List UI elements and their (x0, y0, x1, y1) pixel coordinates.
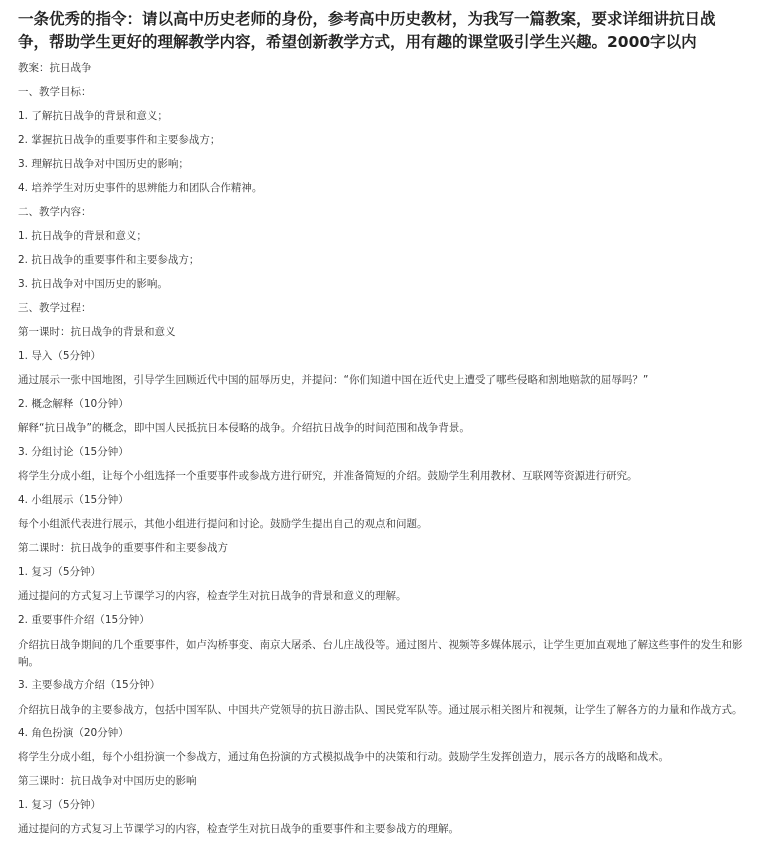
step-description: 将学生分成小组，每个小组扮演一个参战方，通过角色扮演的方式模拟战争中的决策和行动。鼓励学生发挥创造力，展示各方的战略和战术。 (18, 751, 669, 763)
step-description: 通过提问的方式复习上节课学习的内容，检查学生对抗日战争的重要事件和主要参战方的理解。 (18, 823, 459, 835)
section-heading-objectives: 一、教学目标： (18, 86, 92, 98)
step-description: 介绍抗日战争期间的几个重要事件，如卢沟桥事变、南京大屠杀、台儿庄战役等。通过图片、视频等多媒体展示，让学生更加直观地了解这些事件的发生和影响。 (18, 639, 743, 668)
step-description: 通过提问的方式复习上节课学习的内容，检查学生对抗日战争的背景和意义的理解。 (18, 590, 407, 602)
lesson-heading: 第三课时：抗日战争对中国历史的影响 (18, 775, 197, 787)
section-heading-content: 二、教学内容： (18, 206, 92, 218)
objective-item: 4. 培养学生对历史事件的思辨能力和团队合作精神。 (18, 182, 263, 194)
step-description: 通过展示一张中国地图，引导学生回顾近代中国的屈辱历史，并提问：“你们知道中国在近代史上遭受了哪些侵略和割地赔款的屈辱吗？” (18, 374, 649, 386)
objective-item: 3. 理解抗日战争对中国历史的影响； (18, 158, 189, 170)
objective-item: 1. 了解抗日战争的背景和意义； (18, 110, 168, 122)
lesson-heading: 第二课时：抗日战争的重要事件和主要参战方 (18, 542, 228, 554)
step-description: 每个小组派代表进行展示，其他小组进行提问和讨论。鼓励学生提出自己的观点和问题。 (18, 518, 428, 530)
content-item: 1. 抗日战争的背景和意义； (18, 230, 147, 242)
step-heading: 2. 概念解释（10分钟） (18, 398, 129, 410)
step-heading: 1. 导入（5分钟） (18, 350, 102, 362)
step-description: 解释“抗日战争”的概念，即中国人民抵抗日本侵略的战争。介绍抗日战争的时间范围和战争背景。 (18, 422, 470, 434)
step-heading: 3. 分组讨论（15分钟） (18, 446, 129, 458)
step-heading: 4. 角色扮演（20分钟） (18, 727, 129, 739)
content-item: 2. 抗日战争的重要事件和主要参战方； (18, 254, 200, 266)
step-heading: 2. 重要事件介绍（15分钟） (18, 614, 150, 626)
step-heading: 1. 复习（5分钟） (18, 566, 102, 578)
lesson-plan-heading: 教案：抗日战争 (18, 62, 92, 74)
step-description: 介绍抗日战争的主要参战方，包括中国军队、中国共产党领导的抗日游击队、国民党军队等。通过展示相关图片和视频，让学生了解各方的力量和作战方式。 (18, 704, 743, 716)
step-heading: 4. 小组展示（15分钟） (18, 494, 129, 506)
objective-item: 2. 掌握抗日战争的重要事件和主要参战方； (18, 134, 221, 146)
document-title: 一条优秀的指令：请以高中历史老师的身份，参考高中历史教材，为我写一篇教案，要求详细讲抗日战争，帮助学生更好的理解教学内容，希望创新教学方式，用有趣的课堂吸引学生兴趣。2000字以内 (18, 10, 716, 51)
step-heading: 3. 主要参战方介绍（15分钟） (18, 679, 161, 691)
section-heading-process: 三、教学过程： (18, 302, 92, 314)
step-heading: 1. 复习（5分钟） (18, 799, 102, 811)
step-description: 将学生分成小组，让每个小组选择一个重要事件或参战方进行研究，并准备简短的介绍。鼓励学生利用教材、互联网等资源进行研究。 (18, 470, 638, 482)
content-item: 3. 抗日战争对中国历史的影响。 (18, 278, 168, 290)
lesson-heading: 第一课时：抗日战争的背景和意义 (18, 326, 176, 338)
